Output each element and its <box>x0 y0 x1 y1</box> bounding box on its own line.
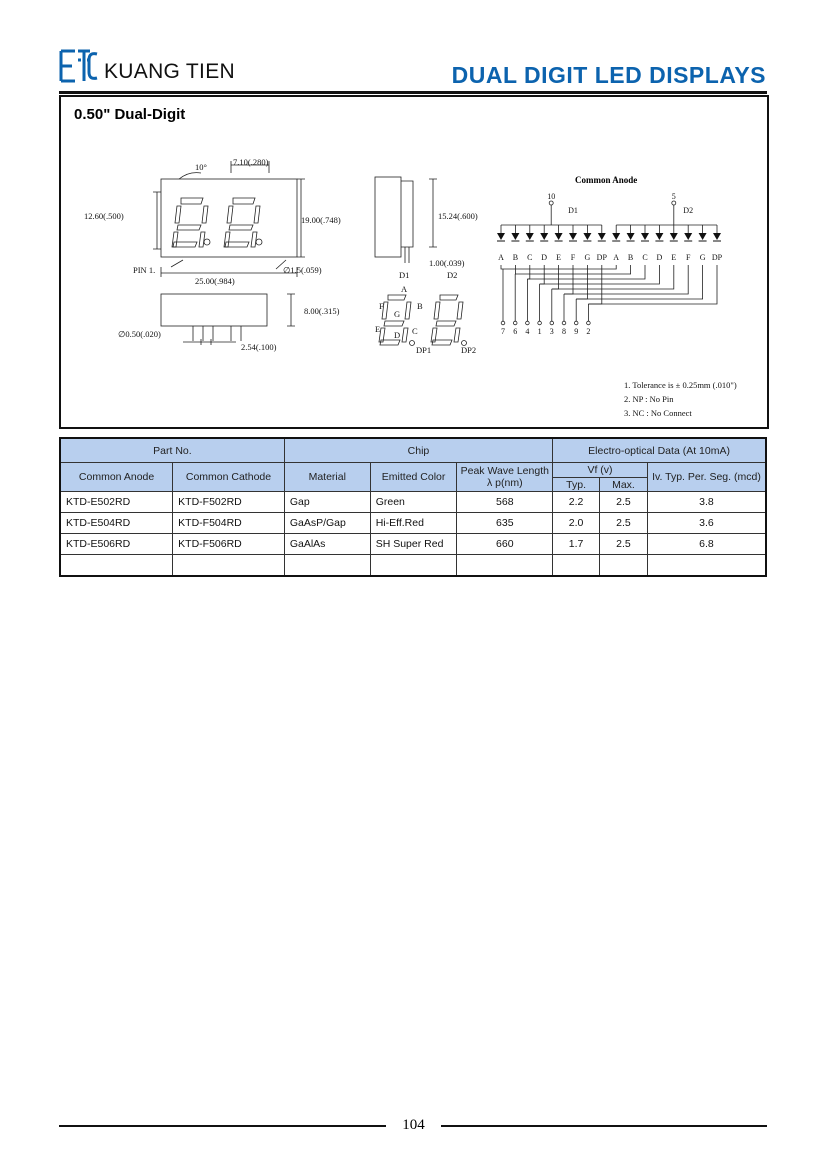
dp2-label: DP2 <box>461 345 477 355</box>
vf-typ-header: Typ. <box>553 478 600 492</box>
pin-terminal <box>574 321 578 325</box>
iv-cell: 3.8 <box>647 492 766 513</box>
page-title: DUAL DIGIT LED DISPLAYS <box>451 62 766 88</box>
peak-cell: 568 <box>457 492 553 513</box>
vf-typ-cell: 2.0 <box>553 513 600 534</box>
digit-2-segments <box>224 198 262 247</box>
diode-icon <box>641 233 649 240</box>
circuit-labels <box>498 192 723 336</box>
vf-header: Vf (v) <box>553 463 648 478</box>
chip-header: Chip <box>284 438 552 463</box>
mechanical-drawing <box>61 97 767 427</box>
diode-icon <box>598 233 606 240</box>
segment-label: A <box>498 253 504 262</box>
pin-number-label: 6 <box>513 327 518 336</box>
dimension-drawing-panel <box>59 95 769 429</box>
seg-d-label: D <box>394 330 401 340</box>
peak-wave-header <box>457 463 553 492</box>
diode-icon <box>497 233 505 240</box>
pin-terminal <box>501 321 505 325</box>
peak-cell: 635 <box>457 513 553 534</box>
header-divider <box>59 91 767 94</box>
note-3: 3. NC : No Connect <box>624 408 692 418</box>
diode-symbols <box>497 233 721 241</box>
material-cell: Gap <box>284 492 370 513</box>
material-cell: GaAsP/Gap <box>284 513 370 534</box>
front-view <box>153 161 467 346</box>
segment-label: C <box>642 253 648 262</box>
segment-label: E <box>556 253 562 262</box>
diode-icon <box>555 233 563 240</box>
emitted-color-header: Emitted Color <box>370 463 457 492</box>
iv-cell: 3.6 <box>647 513 766 534</box>
segment-wire <box>503 265 616 269</box>
segment-label: G <box>584 253 591 262</box>
pin1-label: PIN 1. <box>133 265 156 275</box>
common-anode-circuit <box>497 175 723 336</box>
vf-typ-cell: 2.2 <box>553 492 600 513</box>
side-d2-label: D2 <box>447 270 458 280</box>
diode-icon <box>655 233 663 240</box>
d1-common-pin-label: 10 <box>547 192 556 201</box>
peak-wave-line1: Peak Wave Length <box>460 465 549 477</box>
page-number: 104 <box>402 1117 425 1133</box>
side-depth-label: 15.24(.600) <box>438 211 478 221</box>
material-header: Material <box>284 463 370 492</box>
vf-max-cell: 2.5 <box>600 513 648 534</box>
anode-part-cell: KTD-E502RD <box>60 492 173 513</box>
peak-cell: 660 <box>457 534 553 555</box>
segment-label: DP <box>711 253 723 262</box>
side-view-outline <box>375 177 401 257</box>
pin-terminal <box>587 321 591 325</box>
pin-diameter-label: ∅0.50(.020) <box>118 329 161 339</box>
segment-label: B <box>512 253 519 262</box>
seg-b-label: B <box>417 301 423 311</box>
segment-label: D <box>541 253 548 262</box>
bottom-view-outline <box>161 294 267 326</box>
circuit-d1-label: D1 <box>568 206 578 215</box>
footer-divider-left <box>59 1125 386 1127</box>
pin-pitch-label: 2.54(.100) <box>241 342 277 352</box>
overall-width-label: 25.00(.984) <box>195 276 235 286</box>
diode-icon <box>583 233 591 240</box>
circuit-wiring <box>501 201 717 325</box>
material-cell: GaAlAs <box>284 534 370 555</box>
note-1: 1. Tolerance is ± 0.25mm (.010") <box>624 380 737 390</box>
drawing-notes <box>624 380 737 418</box>
pin-terminal <box>550 321 554 325</box>
table-row <box>60 492 766 513</box>
iv-header: Iv. Typ. Per. Seg. (mcd) <box>647 463 766 492</box>
segment-label: B <box>627 253 634 262</box>
diode-icon <box>569 233 577 240</box>
common-anode-header: Common Anode <box>60 463 173 492</box>
cathode-part-cell: KTD-F502RD <box>173 492 285 513</box>
common-cathode-header: Common Cathode <box>173 463 285 492</box>
segment-label: F <box>685 253 691 262</box>
color-cell: Green <box>370 492 457 513</box>
digit-width-label: 7.10(.280) <box>233 157 269 167</box>
seg-g-label: G <box>394 309 401 319</box>
cathode-part-cell: KTD-F504RD <box>173 513 285 534</box>
segment-map-digits <box>379 295 467 346</box>
segment-wire <box>588 265 717 304</box>
seg-a-label: A <box>401 284 408 294</box>
iv-cell: 6.8 <box>647 534 766 555</box>
pin-number-label: 7 <box>501 327 505 336</box>
package-outline <box>161 179 297 257</box>
diode-icon <box>627 233 635 240</box>
overall-height-label: 19.00(.748) <box>301 215 341 225</box>
seg-f-label: F <box>379 301 384 311</box>
segment-wire <box>501 265 503 269</box>
segment-label: C <box>527 253 533 262</box>
d2-common-pin-label: 5 <box>671 192 676 201</box>
angle-label: 10° <box>195 162 207 172</box>
digit-height-label: 12.60(.500) <box>84 211 124 221</box>
circuit-d2-label: D2 <box>683 206 694 215</box>
pin-terminal <box>562 321 566 325</box>
diode-icon <box>511 233 519 240</box>
pin-terminal <box>513 321 517 325</box>
d1-common-pin <box>549 201 553 205</box>
vf-max-header: Max. <box>600 478 648 492</box>
bottom-height-label: 8.00(.315) <box>304 306 340 316</box>
segment-label: E <box>671 253 677 262</box>
seg-e-label: E <box>375 324 381 334</box>
segment-label: D <box>656 253 663 262</box>
specification-table <box>59 437 767 577</box>
diode-icon <box>684 233 692 240</box>
segment-wire <box>540 265 660 284</box>
d2-common-pin <box>672 201 676 205</box>
anode-part-cell: KTD-E504RD <box>60 513 173 534</box>
footer-divider-right <box>441 1125 767 1127</box>
pin-number-label: 4 <box>525 327 530 336</box>
diode-icon <box>670 233 678 240</box>
vf-typ-cell: 1.7 <box>553 534 600 555</box>
dimension-labels <box>84 157 478 355</box>
diode-icon <box>612 233 620 240</box>
standoff-label: 1.00(.039) <box>429 258 465 268</box>
table-row <box>60 534 766 555</box>
pin-number-label: 2 <box>586 327 591 336</box>
segment-label: G <box>699 253 706 262</box>
dp1-label: DP1 <box>416 345 432 355</box>
diode-icon <box>540 233 548 240</box>
diode-icon <box>699 233 707 240</box>
diode-icon <box>526 233 534 240</box>
pin-terminal <box>538 321 542 325</box>
vf-max-cell: 2.5 <box>600 492 648 513</box>
dp-diameter-label: ∅1.5(.059) <box>283 265 322 275</box>
digit-1-segments <box>172 198 210 247</box>
pin-number-label: 1 <box>537 327 542 336</box>
pin-number-label: 3 <box>549 327 554 336</box>
circuit-title: Common Anode <box>575 175 638 185</box>
product-size-title: 0.50" Dual-Digit <box>74 106 186 123</box>
table-row <box>60 513 766 534</box>
peak-wave-line2: λ p(nm) <box>487 477 523 489</box>
cathode-part-cell: KTD-F506RD <box>173 534 285 555</box>
segment-label: F <box>570 253 576 262</box>
brand-name: KUANG TIEN <box>104 60 235 83</box>
color-cell: SH Super Red <box>370 534 457 555</box>
segment-wire <box>588 265 601 304</box>
kuang-tien-logo-icon <box>59 48 99 84</box>
electro-optical-header: Electro-optical Data (At 10mA) <box>553 438 766 463</box>
segment-label: A <box>613 253 620 262</box>
segment-wire <box>527 265 645 279</box>
note-2: 2. NP : No Pin <box>624 394 674 404</box>
anode-part-cell: KTD-E506RD <box>60 534 173 555</box>
pin-number-label: 9 <box>574 327 579 336</box>
segment-wire <box>540 265 545 284</box>
diode-icon <box>713 233 721 240</box>
seg-c-label: C <box>412 326 418 336</box>
pin-number-label: 8 <box>562 327 566 336</box>
segment-wire <box>527 265 529 279</box>
part-no-header: Part No. <box>60 438 284 463</box>
segment-label: DP <box>596 253 607 262</box>
side-d1-label: D1 <box>399 270 410 280</box>
pin-terminal <box>526 321 530 325</box>
vf-max-cell: 2.5 <box>600 534 648 555</box>
color-cell: Hi-Eff.Red <box>370 513 457 534</box>
empty-table-row <box>60 555 766 577</box>
